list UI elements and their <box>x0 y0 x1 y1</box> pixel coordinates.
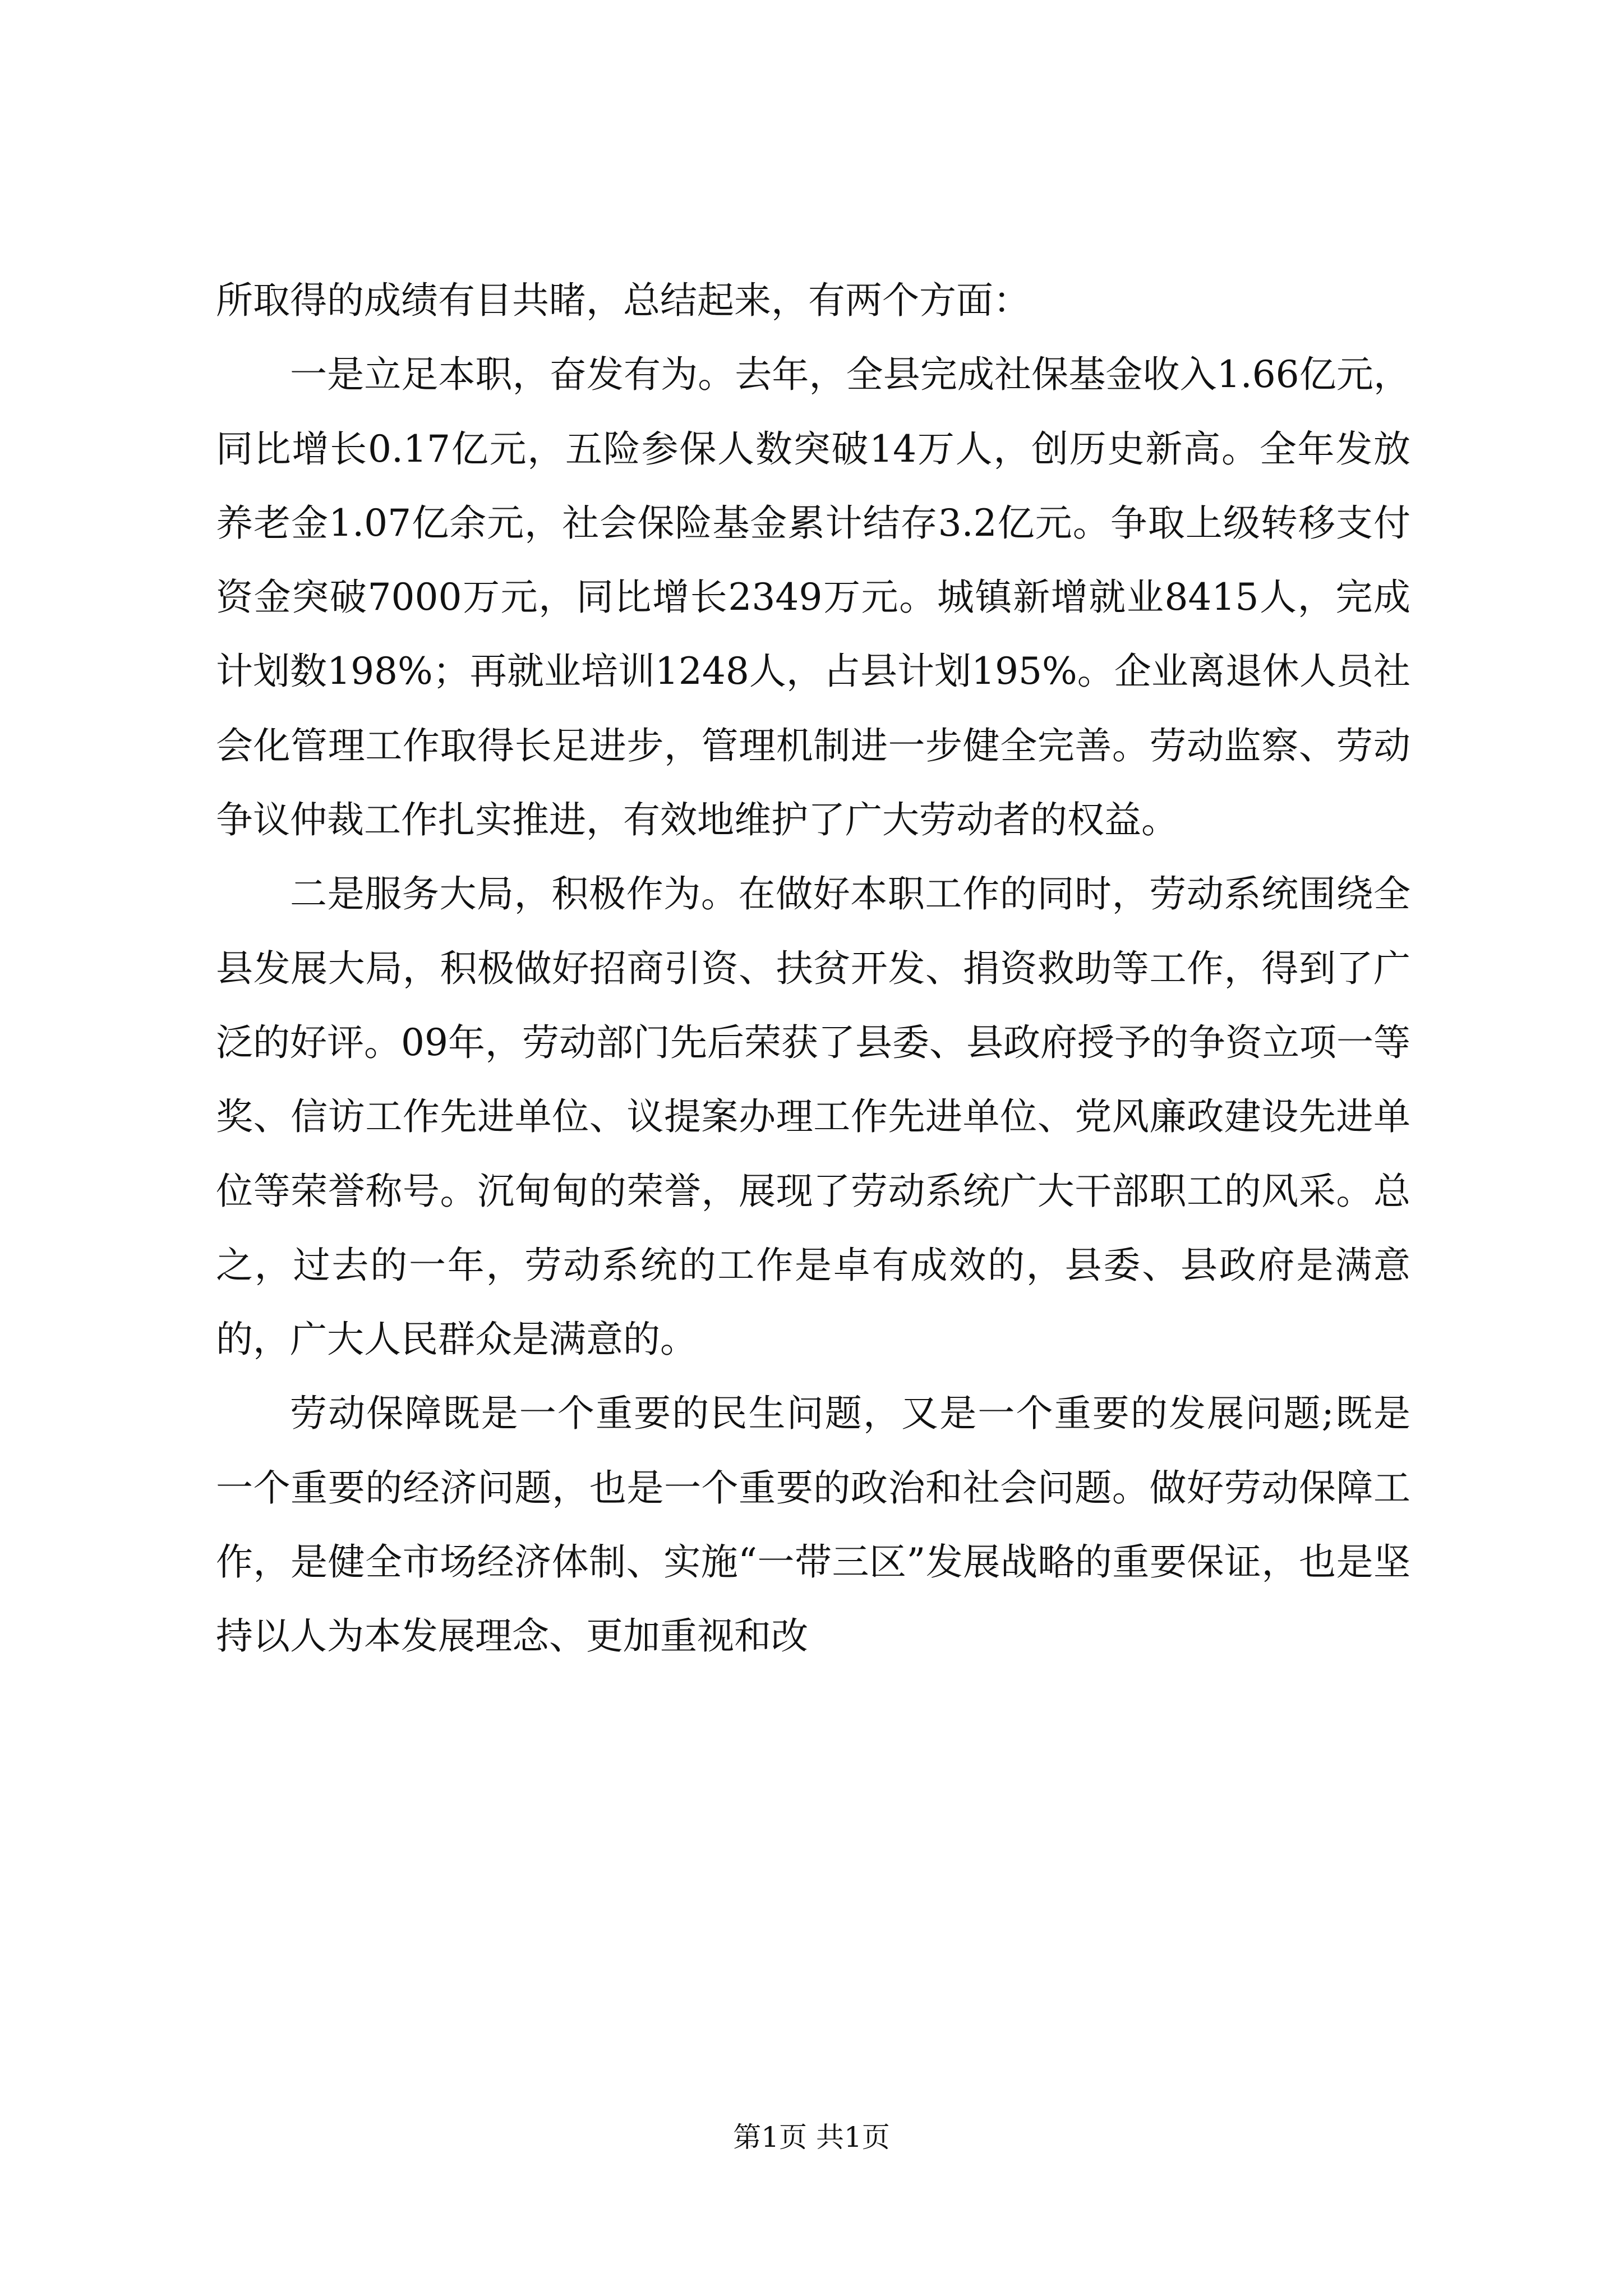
paragraph-labor-security: 劳动保障既是一个重要的民生问题，又是一个重要的发展问题;既是一个重要的经济问题，也是一个重要的政治和社会问题。做好劳动保障工作，是健全市场经济体制、实施“一带三区”发展战略的重要保证，也是坚持以人为本发展理念、更加重视和改 <box>216 1392 1410 1658</box>
paragraph-achievements: 一是立足本职，奋发有为。去年，全县完成社保基金收入1.66亿元，同比增长0.17亿元，五险参保人数突破14万人，创历史新高。全年发放养老金1.07亿余元，社会保险基金累计结存3.2亿元。争取上级转移支付资金突破7000万元，同比增长2349万元。城镇新增就业8415人，完成计划数198%；再就业培训1248人，占县计划195%。企业离退休人员社会化管理工作取得长足进步，管理机制进一步健全完善。劳动监察、劳动争议仲裁工作扎实推进，有效地维护了广大劳动者的权益。 <box>216 353 1410 842</box>
page-footer: 第1页 共1页 <box>733 2121 890 2154</box>
paragraph-service: 二是服务大局，积极作为。在做好本职工作的同时，劳动系统围绕全县发展大局，积极做好招商引资、扶贫开发、捐资救助等工作，得到了广泛的好评。09年，劳动部门先后荣获了县委、县政府授予的争资立项一等奖、信访工作先进单位、议提案办理工作先进单位、党风廉政建设先进单位等荣誉称号。沉甸甸的荣誉，展现了劳动系统广大干部职工的风采。总之，过去的一年，劳动系统的工作是卓有成效的，县委、县政府是满意的，广大人民群众是满意的。 <box>216 872 1410 1361</box>
paragraph-continuation: 所取得的成绩有目共睹，总结起来，有两个方面： <box>216 279 1030 322</box>
document-body <box>216 264 1410 1674</box>
